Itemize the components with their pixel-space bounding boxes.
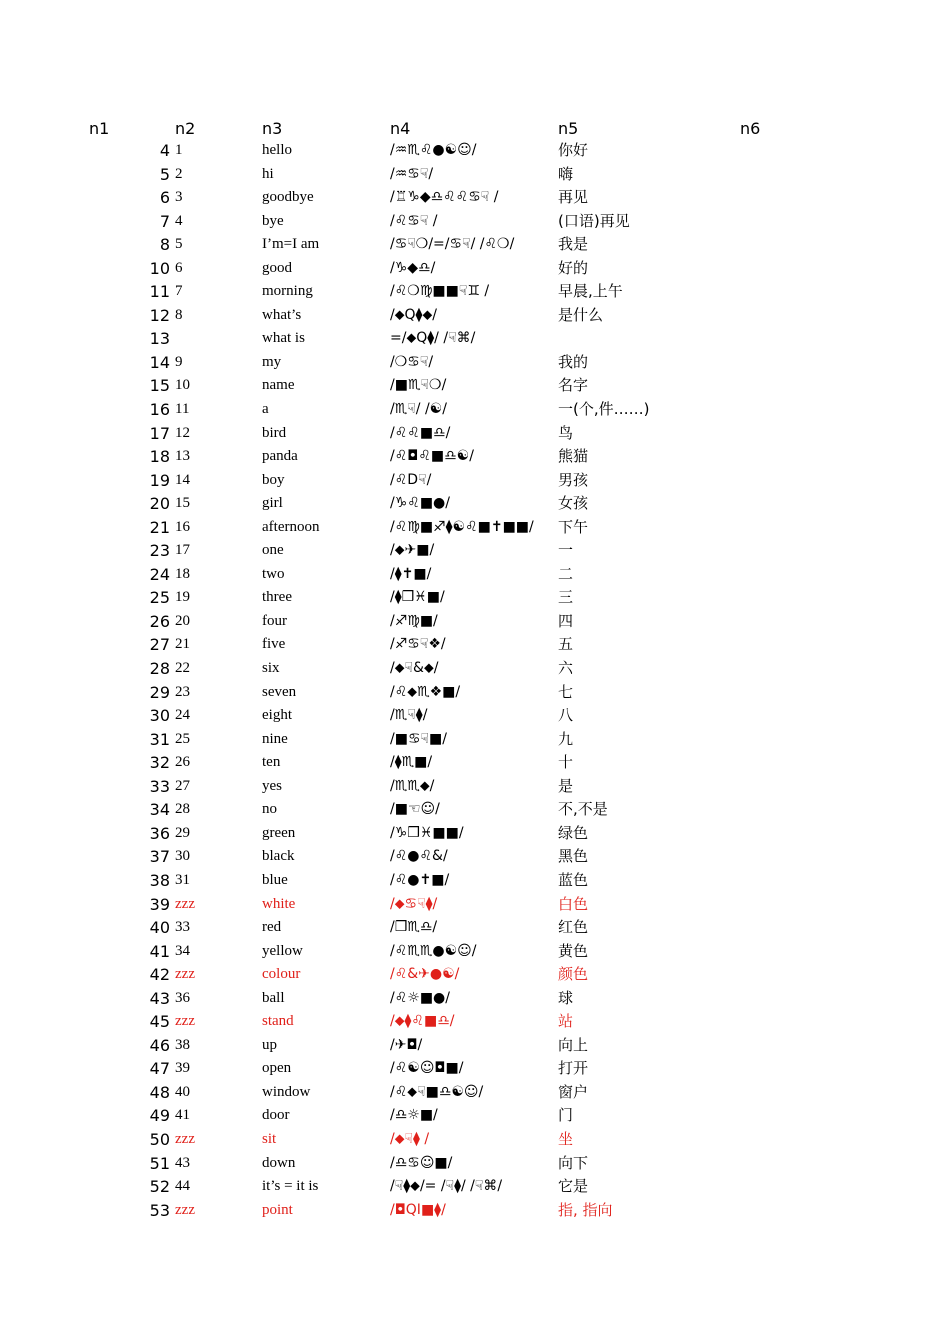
table-row bbox=[0, 1057, 950, 1081]
table-row bbox=[0, 728, 950, 752]
english-word-cell: yes bbox=[262, 777, 282, 794]
english-word-cell: I’m=I am bbox=[262, 236, 320, 253]
table-row bbox=[0, 987, 950, 1011]
phonetic-cell: /♑♌■●/ bbox=[390, 495, 450, 512]
row-number-cell: 52 bbox=[149, 1177, 170, 1197]
lesson-number-cell: 5 bbox=[175, 236, 183, 253]
english-word-cell: sit bbox=[262, 1130, 277, 1147]
column-header-n5: n5 bbox=[558, 119, 579, 138]
english-word-cell: it’s = it is bbox=[262, 1178, 319, 1195]
chinese-meaning-cell: 黑色 bbox=[558, 847, 589, 866]
table-row bbox=[0, 963, 950, 987]
row-number-cell: 6 bbox=[159, 188, 170, 208]
table-row bbox=[0, 798, 950, 822]
phonetic-cell: /☟⧫⬥/= /☟⧫/ /☟⌘/ bbox=[390, 1178, 503, 1195]
english-word-cell: colour bbox=[262, 966, 301, 983]
row-number-cell: 37 bbox=[149, 847, 170, 867]
row-number-cell: 7 bbox=[159, 211, 170, 231]
lesson-number-cell: zzz bbox=[175, 966, 195, 983]
phonetic-cell: /⬥✈■/ bbox=[390, 542, 435, 559]
phonetic-cell: /⬥♋☟⧫/ bbox=[390, 895, 438, 912]
row-number-cell: 51 bbox=[149, 1153, 170, 1173]
chinese-meaning-cell: 蓝色 bbox=[558, 870, 589, 889]
phonetic-cell: /♐♍■/ bbox=[390, 612, 438, 629]
table-row bbox=[0, 845, 950, 869]
phonetic-cell: /♌❍♍■■☟♊ / bbox=[390, 283, 490, 300]
english-word-cell: up bbox=[262, 1036, 277, 1053]
chinese-meaning-cell: 熊猫 bbox=[558, 447, 589, 466]
lesson-number-cell: 43 bbox=[175, 1154, 190, 1171]
lesson-number-cell: 16 bbox=[175, 518, 190, 535]
chinese-meaning-cell: 我的 bbox=[558, 352, 589, 371]
lesson-number-cell: zzz bbox=[175, 895, 195, 912]
row-number-cell: 27 bbox=[149, 635, 170, 655]
chinese-meaning-cell: 打开 bbox=[558, 1059, 589, 1078]
column-header-n2: n2 bbox=[175, 119, 196, 138]
chinese-meaning-cell: 颜色 bbox=[558, 965, 589, 984]
english-word-cell: green bbox=[262, 824, 296, 841]
lesson-number-cell: 38 bbox=[175, 1036, 190, 1053]
table-row bbox=[0, 916, 950, 940]
vocabulary-table bbox=[0, 139, 950, 1222]
row-number-cell: 13 bbox=[149, 329, 170, 349]
chinese-meaning-cell: 名字 bbox=[558, 376, 589, 395]
table-row bbox=[0, 681, 950, 705]
phonetic-cell: /♌⬥☟■♎☯☺/ bbox=[390, 1083, 484, 1100]
english-word-cell: ten bbox=[262, 754, 281, 771]
english-word-cell: no bbox=[262, 801, 277, 818]
english-word-cell: ball bbox=[262, 989, 285, 1006]
table-row bbox=[0, 633, 950, 657]
chinese-meaning-cell: 下午 bbox=[558, 517, 589, 536]
lesson-number-cell: 10 bbox=[175, 377, 190, 394]
english-word-cell: window bbox=[262, 1083, 311, 1100]
row-number-cell: 19 bbox=[149, 470, 170, 490]
table-row bbox=[0, 610, 950, 634]
table-row bbox=[0, 351, 950, 375]
row-number-cell: 18 bbox=[149, 447, 170, 467]
table-row bbox=[0, 775, 950, 799]
lesson-number-cell: 18 bbox=[175, 565, 190, 582]
lesson-number-cell: 20 bbox=[175, 612, 190, 629]
phonetic-cell: /♌♌■♎/ bbox=[390, 424, 451, 441]
table-row bbox=[0, 822, 950, 846]
english-word-cell: open bbox=[262, 1060, 292, 1077]
row-number-cell: 23 bbox=[149, 541, 170, 561]
phonetic-cell: /⬥Q⧫⬥/ bbox=[390, 306, 437, 323]
row-number-cell: 36 bbox=[149, 823, 170, 843]
english-word-cell: three bbox=[262, 589, 292, 606]
row-number-cell: 15 bbox=[149, 376, 170, 396]
lesson-number-cell: 9 bbox=[175, 353, 183, 370]
table-row bbox=[0, 445, 950, 469]
english-word-cell: red bbox=[262, 919, 282, 936]
phonetic-cell: /♌D☟/ bbox=[390, 471, 432, 488]
lesson-number-cell: 28 bbox=[175, 801, 190, 818]
row-number-cell: 42 bbox=[149, 965, 170, 985]
row-number-cell: 8 bbox=[159, 235, 170, 255]
table-row bbox=[0, 469, 950, 493]
chinese-meaning-cell: 我是 bbox=[558, 235, 589, 254]
table-row bbox=[0, 751, 950, 775]
lesson-number-cell: 30 bbox=[175, 848, 190, 865]
column-header-n6: n6 bbox=[740, 119, 761, 138]
row-number-cell: 17 bbox=[149, 423, 170, 443]
chinese-meaning-cell: 它是 bbox=[558, 1177, 589, 1196]
lesson-number-cell: 23 bbox=[175, 683, 190, 700]
chinese-meaning-cell: (口语)再见 bbox=[558, 211, 630, 230]
lesson-number-cell: zzz bbox=[175, 1130, 195, 1147]
phonetic-cell: /♌⬥♏❖■/ bbox=[390, 683, 461, 700]
english-word-cell: seven bbox=[262, 683, 297, 700]
chinese-meaning-cell: 六 bbox=[558, 659, 574, 678]
row-number-cell: 21 bbox=[149, 517, 170, 537]
row-number-cell: 45 bbox=[149, 1012, 170, 1032]
table-row bbox=[0, 422, 950, 446]
row-number-cell: 20 bbox=[149, 494, 170, 514]
lesson-number-cell: zzz bbox=[175, 1201, 195, 1218]
phonetic-cell: /♒♋☟/ bbox=[390, 165, 434, 182]
row-number-cell: 49 bbox=[149, 1106, 170, 1126]
lesson-number-cell: 24 bbox=[175, 707, 190, 724]
lesson-number-cell: 26 bbox=[175, 754, 190, 771]
chinese-meaning-cell: 坐 bbox=[558, 1129, 574, 1148]
english-word-cell: six bbox=[262, 660, 280, 677]
phonetic-cell: /⬥⧫♌■♎/ bbox=[390, 1013, 455, 1030]
chinese-meaning-cell: 是 bbox=[558, 776, 574, 795]
column-header-n3: n3 bbox=[262, 119, 283, 138]
phonetic-cell: /♑◆♎/ bbox=[390, 259, 436, 276]
phonetic-cell: /♌♍■♐⧫☯♌■✝■■/ bbox=[390, 518, 534, 535]
table-row bbox=[0, 398, 950, 422]
english-word-cell: bye bbox=[262, 212, 284, 229]
lesson-number-cell: 19 bbox=[175, 589, 190, 606]
phonetic-cell: /♐♋☟❖/ bbox=[390, 636, 446, 653]
row-number-cell: 34 bbox=[149, 800, 170, 820]
english-word-cell: goodbye bbox=[262, 189, 314, 206]
english-word-cell: point bbox=[262, 1201, 293, 1218]
row-number-cell: 12 bbox=[149, 305, 170, 325]
lesson-number-cell: 2 bbox=[175, 165, 183, 182]
chinese-meaning-cell: 三 bbox=[558, 588, 574, 607]
english-word-cell: my bbox=[262, 353, 282, 370]
table-row bbox=[0, 492, 950, 516]
chinese-meaning-cell: 四 bbox=[558, 611, 574, 630]
phonetic-cell: /❍♋☟/ bbox=[390, 353, 434, 370]
phonetic-cell: /■☜☺/ bbox=[390, 801, 440, 818]
phonetic-cell: /■♋☟■/ bbox=[390, 730, 447, 747]
chinese-meaning-cell: 你好 bbox=[558, 141, 589, 159]
table-row bbox=[0, 940, 950, 964]
chinese-meaning-cell: 窗户 bbox=[558, 1082, 589, 1101]
chinese-meaning-cell: 一 bbox=[558, 541, 574, 560]
table-row bbox=[0, 1152, 950, 1176]
english-word-cell: good bbox=[262, 259, 292, 276]
lesson-number-cell: 27 bbox=[175, 777, 190, 794]
row-number-cell: 30 bbox=[149, 706, 170, 726]
table-row bbox=[0, 327, 950, 351]
lesson-number-cell: zzz bbox=[175, 1013, 195, 1030]
lesson-number-cell: 41 bbox=[175, 1107, 190, 1124]
chinese-meaning-cell: 二 bbox=[558, 564, 574, 583]
lesson-number-cell: 12 bbox=[175, 424, 190, 441]
phonetic-cell: /⧫✝■/ bbox=[390, 565, 432, 582]
english-word-cell: hello bbox=[262, 142, 292, 158]
table-row bbox=[0, 893, 950, 917]
lesson-number-cell: 31 bbox=[175, 871, 190, 888]
chinese-meaning-cell: 门 bbox=[558, 1106, 574, 1125]
english-word-cell: name bbox=[262, 377, 295, 394]
phonetic-cell: /⬥☟⧫ / bbox=[390, 1130, 430, 1147]
chinese-meaning-cell: 红色 bbox=[558, 918, 589, 937]
lesson-number-cell: 33 bbox=[175, 919, 190, 936]
phonetic-cell: =/⬥Q⧫/ /☟⌘/ bbox=[390, 330, 476, 347]
chinese-meaning-cell: 九 bbox=[558, 729, 574, 748]
row-number-cell: 46 bbox=[149, 1035, 170, 1055]
english-word-cell: stand bbox=[262, 1013, 294, 1030]
chinese-meaning-cell: 向下 bbox=[558, 1153, 589, 1172]
row-number-cell: 32 bbox=[149, 753, 170, 773]
english-word-cell: what’s bbox=[262, 306, 302, 323]
table-row bbox=[0, 657, 950, 681]
english-word-cell: eight bbox=[262, 707, 292, 724]
phonetic-cell: /♑❒♓■■/ bbox=[390, 824, 464, 841]
row-number-cell: 26 bbox=[149, 611, 170, 631]
english-word-cell: one bbox=[262, 542, 284, 559]
english-word-cell: down bbox=[262, 1154, 296, 1171]
phonetic-cell: /⧫♏■/ bbox=[390, 754, 433, 771]
phonetic-cell: /◘QI■⧫/ bbox=[390, 1201, 446, 1218]
chinese-meaning-cell: 嗨 bbox=[558, 164, 574, 183]
table-row bbox=[0, 704, 950, 728]
phonetic-cell: /♎♋☺■/ bbox=[390, 1154, 453, 1171]
row-number-cell: 50 bbox=[149, 1129, 170, 1149]
table-row bbox=[0, 374, 950, 398]
lesson-number-cell: 6 bbox=[175, 259, 183, 276]
phonetic-cell: /♌☯☺◘■/ bbox=[390, 1060, 464, 1077]
lesson-number-cell: 8 bbox=[175, 306, 183, 323]
chinese-meaning-cell: 球 bbox=[558, 988, 574, 1007]
english-word-cell: afternoon bbox=[262, 518, 320, 535]
phonetic-cell: /♌♏♏●☯☺/ bbox=[390, 942, 477, 959]
phonetic-cell: /✈◘/ bbox=[390, 1036, 423, 1053]
row-number-cell: 53 bbox=[149, 1200, 170, 1220]
chinese-meaning-cell: 再见 bbox=[558, 188, 589, 207]
phonetic-cell: /♏♏⬥/ bbox=[390, 777, 435, 794]
table-row bbox=[0, 1034, 950, 1058]
table-row bbox=[0, 139, 950, 163]
phonetic-cell: /♋☟❍/=/♋☟/ /♌❍/ bbox=[390, 236, 515, 253]
english-word-cell: bird bbox=[262, 424, 287, 441]
chinese-meaning-cell: 早晨,上午 bbox=[558, 282, 623, 301]
chinese-meaning-cell: 好的 bbox=[558, 258, 589, 277]
table-row bbox=[0, 280, 950, 304]
phonetic-cell: /♏☟⧫/ bbox=[390, 707, 428, 724]
english-word-cell: white bbox=[262, 895, 296, 912]
table-row bbox=[0, 233, 950, 257]
english-word-cell: panda bbox=[262, 448, 298, 465]
chinese-meaning-cell: 女孩 bbox=[558, 494, 589, 513]
chinese-meaning-cell: 站 bbox=[558, 1012, 574, 1031]
column-header-n4: n4 bbox=[390, 119, 411, 138]
phonetic-cell: /♌☼■●/ bbox=[390, 989, 450, 1006]
table-row bbox=[0, 539, 950, 563]
chinese-meaning-cell: 一(个,件……) bbox=[558, 400, 650, 419]
row-number-cell: 43 bbox=[149, 988, 170, 1008]
table-row bbox=[0, 163, 950, 187]
chinese-meaning-cell: 绿色 bbox=[558, 823, 589, 842]
phonetic-cell: /♖♑◆♎♌♌♋☟ / bbox=[390, 189, 499, 206]
lesson-number-cell: 39 bbox=[175, 1060, 190, 1077]
row-number-cell: 41 bbox=[149, 941, 170, 961]
english-word-cell: a bbox=[262, 401, 269, 418]
chinese-meaning-cell: 十 bbox=[558, 753, 574, 772]
lesson-number-cell: 7 bbox=[175, 283, 183, 300]
lesson-number-cell: 22 bbox=[175, 660, 190, 677]
row-number-cell: 10 bbox=[149, 258, 170, 278]
english-word-cell: five bbox=[262, 636, 286, 653]
row-number-cell: 33 bbox=[149, 776, 170, 796]
row-number-cell: 5 bbox=[159, 164, 170, 184]
phonetic-cell: /♌&✈●☯/ bbox=[390, 966, 460, 983]
english-word-cell: hi bbox=[262, 165, 274, 182]
lesson-number-cell: 15 bbox=[175, 495, 190, 512]
chinese-meaning-cell: 是什么 bbox=[558, 305, 604, 324]
chinese-meaning-cell: 鸟 bbox=[558, 423, 574, 442]
english-word-cell: nine bbox=[262, 730, 288, 747]
row-number-cell: 24 bbox=[149, 564, 170, 584]
row-number-cell: 48 bbox=[149, 1082, 170, 1102]
english-word-cell: morning bbox=[262, 283, 313, 300]
chinese-meaning-cell: 七 bbox=[558, 682, 574, 701]
table-row bbox=[0, 1081, 950, 1105]
lesson-number-cell: 4 bbox=[175, 212, 183, 229]
table-row bbox=[0, 257, 950, 281]
phonetic-cell: /♌●✝■/ bbox=[390, 871, 450, 888]
table-row bbox=[0, 1175, 950, 1199]
phonetic-cell: /♏☟/ /☯/ bbox=[390, 401, 447, 418]
table-row bbox=[0, 516, 950, 540]
chinese-meaning-cell: 五 bbox=[558, 635, 574, 654]
lesson-number-cell: 25 bbox=[175, 730, 190, 747]
chinese-meaning-cell: 不,不是 bbox=[558, 800, 608, 819]
lesson-number-cell: 11 bbox=[175, 401, 190, 418]
lesson-number-cell: 3 bbox=[175, 189, 183, 206]
row-number-cell: 11 bbox=[149, 282, 170, 302]
row-number-cell: 28 bbox=[149, 659, 170, 679]
phonetic-cell: /♌●♌&/ bbox=[390, 848, 448, 865]
english-word-cell: girl bbox=[262, 495, 283, 512]
row-number-cell: 47 bbox=[149, 1059, 170, 1079]
lesson-number-cell: 29 bbox=[175, 824, 190, 841]
table-row bbox=[0, 186, 950, 210]
lesson-number-cell: 40 bbox=[175, 1083, 190, 1100]
table-row bbox=[0, 1199, 950, 1223]
column-header-n1: n1 bbox=[89, 119, 110, 138]
table-row bbox=[0, 563, 950, 587]
lesson-number-cell: 1 bbox=[175, 142, 183, 158]
chinese-meaning-cell: 向上 bbox=[558, 1035, 589, 1054]
english-word-cell: boy bbox=[262, 471, 285, 488]
phonetic-cell: /■♏☟❍/ bbox=[390, 377, 447, 394]
lesson-number-cell: 13 bbox=[175, 448, 190, 465]
english-word-cell: door bbox=[262, 1107, 290, 1124]
phonetic-cell: /♎☼■/ bbox=[390, 1107, 438, 1124]
lesson-number-cell: 34 bbox=[175, 942, 190, 959]
table-row bbox=[0, 304, 950, 328]
english-word-cell: two bbox=[262, 565, 285, 582]
english-word-cell: black bbox=[262, 848, 295, 865]
english-word-cell: yellow bbox=[262, 942, 303, 959]
lesson-number-cell: 21 bbox=[175, 636, 190, 653]
phonetic-cell: /⧫❒♓■/ bbox=[390, 589, 445, 606]
lesson-number-cell: 36 bbox=[175, 989, 190, 1006]
table-row bbox=[0, 210, 950, 234]
phonetic-cell: /♌♋☟ / bbox=[390, 212, 438, 229]
phonetic-cell: /❒♏♎/ bbox=[390, 919, 438, 936]
row-number-cell: 39 bbox=[149, 894, 170, 914]
english-word-cell: four bbox=[262, 612, 287, 629]
phonetic-cell: /♌◘♌■♎☯/ bbox=[390, 448, 474, 465]
table-row bbox=[0, 1104, 950, 1128]
chinese-meaning-cell: 男孩 bbox=[558, 470, 589, 489]
english-word-cell: blue bbox=[262, 871, 288, 888]
row-number-cell: 16 bbox=[149, 400, 170, 420]
phonetic-cell: /⬥☟&⬥/ bbox=[390, 660, 439, 677]
chinese-meaning-cell: 白色 bbox=[558, 894, 589, 913]
row-number-cell: 4 bbox=[159, 141, 170, 160]
chinese-meaning-cell: 黄色 bbox=[558, 941, 589, 960]
lesson-number-cell: 17 bbox=[175, 542, 190, 559]
english-word-cell: what is bbox=[262, 330, 305, 347]
row-number-cell: 38 bbox=[149, 870, 170, 890]
row-number-cell: 31 bbox=[149, 729, 170, 749]
table-row bbox=[0, 1010, 950, 1034]
chinese-meaning-cell: 指, 指向 bbox=[558, 1200, 613, 1219]
row-number-cell: 29 bbox=[149, 682, 170, 702]
table-row bbox=[0, 869, 950, 893]
lesson-number-cell: 14 bbox=[175, 471, 190, 488]
row-number-cell: 25 bbox=[149, 588, 170, 608]
row-number-cell: 14 bbox=[149, 352, 170, 372]
table-row bbox=[0, 1128, 950, 1152]
chinese-meaning-cell: 八 bbox=[558, 706, 574, 725]
table-row bbox=[0, 586, 950, 610]
phonetic-cell: /♒♏♌●☯☺/ bbox=[390, 142, 477, 158]
row-number-cell: 40 bbox=[149, 918, 170, 938]
lesson-number-cell: 44 bbox=[175, 1178, 190, 1195]
